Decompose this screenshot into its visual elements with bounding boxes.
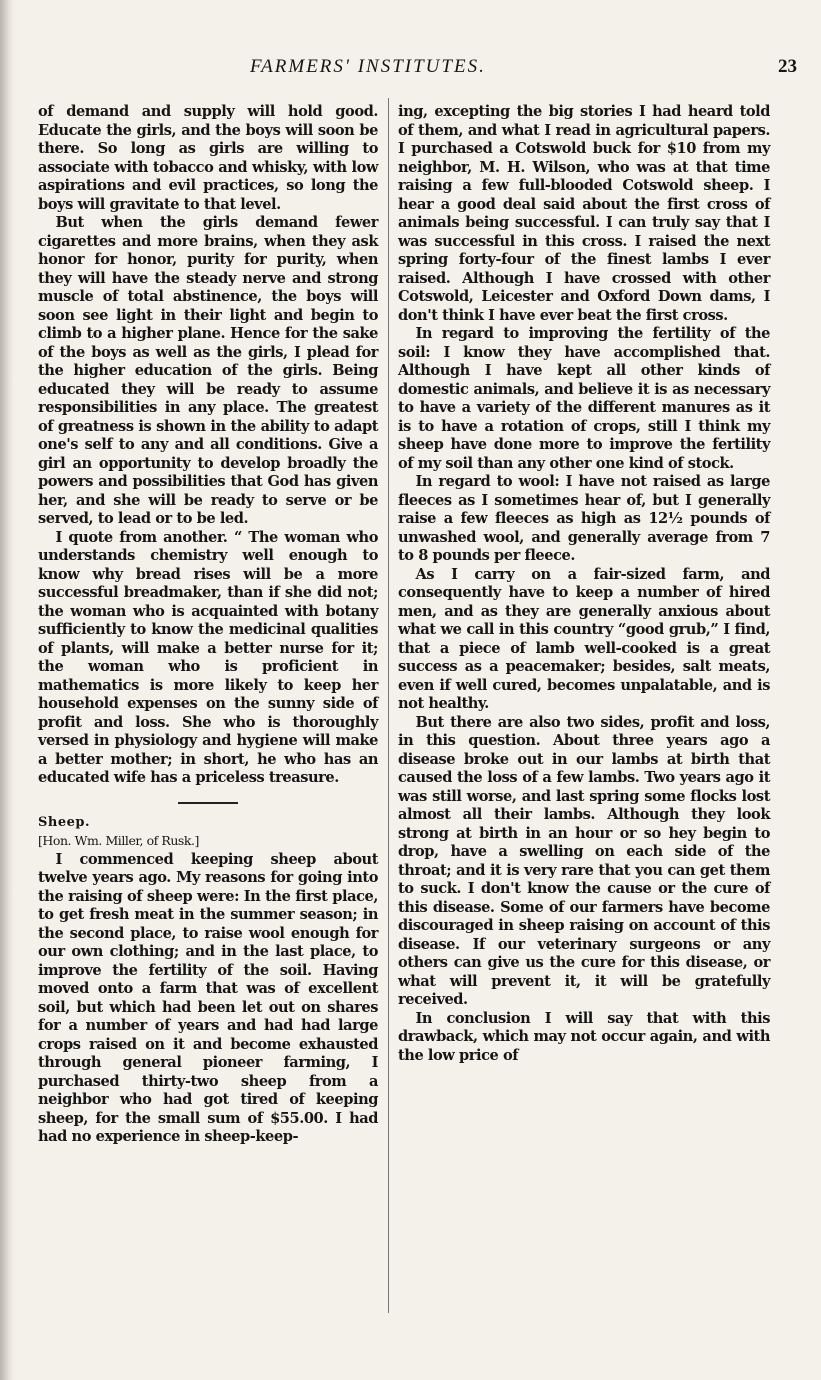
section-rule (178, 802, 238, 804)
left-column (38, 103, 378, 1147)
running-head: FARMERS' INSTITUTES. (250, 56, 486, 77)
page-number: 23 (778, 56, 797, 77)
section-byline: [Hon. Wm. Miller, of Rusk.] (38, 833, 199, 848)
paragraph: But when the girls demand fewer cigarettes and more brains, when they ask honor for honor, purity for purity, when they will have the steady nerve and strong muscle of total abstinence, the boys will soon see light in their light and begin to climb to a higher plane. Hence for the sake of the boys as well as the girls, I plead for the higher education of the girls. Being educated they will be ready to assume responsibilities in any place. The greatest of greatness is shown in the ability to adapt one's self to any and all conditions. Give a girl an opportunity to develop broadly the powers and possibilities that God has given her, and she will be ready to serve or be served, to lead or to be led. (38, 214, 378, 527)
right-column (398, 103, 770, 1065)
paragraph: ing, excepting the big stories I had heard told of them, and what I read in agricultural papers. I purchased a Cotswold buck for $10 from my neighbor, M. H. Wilson, who was at that time raising a few full-blooded Cotswold sheep. I hear a good deal said about the first cross of animals being successful. I can truly say that I was successful in this cross. I raised the next spring forty-four of the finest lambs I ever raised. Although I have crossed with other Cotswold, Leicester and Oxford Down dams, I don't think I have ever beat the first cross. (398, 103, 770, 324)
page-header (40, 56, 797, 82)
paragraph: In regard to improving the fertility of the soil: I know they have accomplished that. Although I have kept all other kinds of domestic animals, and believe it is as necessary to have a variety of the different manures as it is to have a rotation of crops, still I think my sheep have done more to improve the fertility of my soil than any other one kind of stock. (398, 325, 770, 472)
paragraph: of demand and supply will hold good. Educate the girls, and the boys will soon be there. So long as girls are willing to associate with tobacco and whisky, with low aspirations and evil practices, so long the boys will gravitate to that level. (38, 103, 378, 213)
paragraph: In conclusion I will say that with this drawback, which may not occur again, and with the low price of (398, 1009, 770, 1064)
paragraph: In regard to wool: I have not raised as large fleeces as I sometimes hear of, but I generally raise a few fleeces as high as 12½ pounds of unwashed wool, and generally average from 7 to 8 pounds per fleece. (398, 473, 770, 564)
paragraph: I commenced keeping sheep about twelve years ago. My reasons for going into the raising of sheep were: In the first place, to get fresh meat in the summer season; in the second place, to raise wool enough for our own clothing; and in the last place, to improve the fertility of the soil. Having moved onto a farm that was of excellent soil, but which had been let out on shares for a number of years and had had large crops raised on it and become exhausted through general pioneer farming, I purchased thirty-two sheep from a neighbor who had got tired of keeping sheep, for the small sum of $55.00. I had had no experience in sheep-keep- (38, 850, 378, 1145)
paragraph: But there are also two sides, profit and loss, in this question. About three years ago a disease broke out in our lambs at birth that caused the loss of a few lambs. Two years ago it was still worse, and last spring some flocks lost almost all their lambs. Although they look strong at birth in an hour or so hey begin to drop, have a swelling on each side of the throat; and it is very rare that you can get them to suck. I don't know the cause or the cure of this disease. Some of our farmers have become discouraged in sheep raising on account of this disease. If our veterinary surgeons or any others can give us the cure for this disease, or what will prevent it, it will be gratefully received. (398, 713, 770, 1008)
section-title: Sheep. (38, 814, 90, 830)
paragraph: I quote from another. “ The woman who understands chemistry well enough to know why bread rises will be a more successful breadmaker, than if she did not; the woman who is acquainted with botany sufficiently to know the medicinal qualities of plants, will make a better nurse for it; the woman who is proficient in mathematics is more likely to keep her household expenses on the sunny side of profit and loss. She who is thoroughly versed in physiology and hygiene will make a better mother; in short, he who has an educated wife has a priceless treasure. (38, 528, 378, 786)
paragraph: As I carry on a fair-sized farm, and consequently have to keep a number of hired men, and as they are generally anxious about what we call in this country “good grub,” I find, that a piece of lamb well-cooked is a great success as a peacemaker; besides, salt meats, even if well cured, becomes unpalatable, and is not healthy. (398, 565, 770, 712)
page-edge-shadow (0, 0, 14, 1380)
column-divider (388, 98, 389, 1313)
